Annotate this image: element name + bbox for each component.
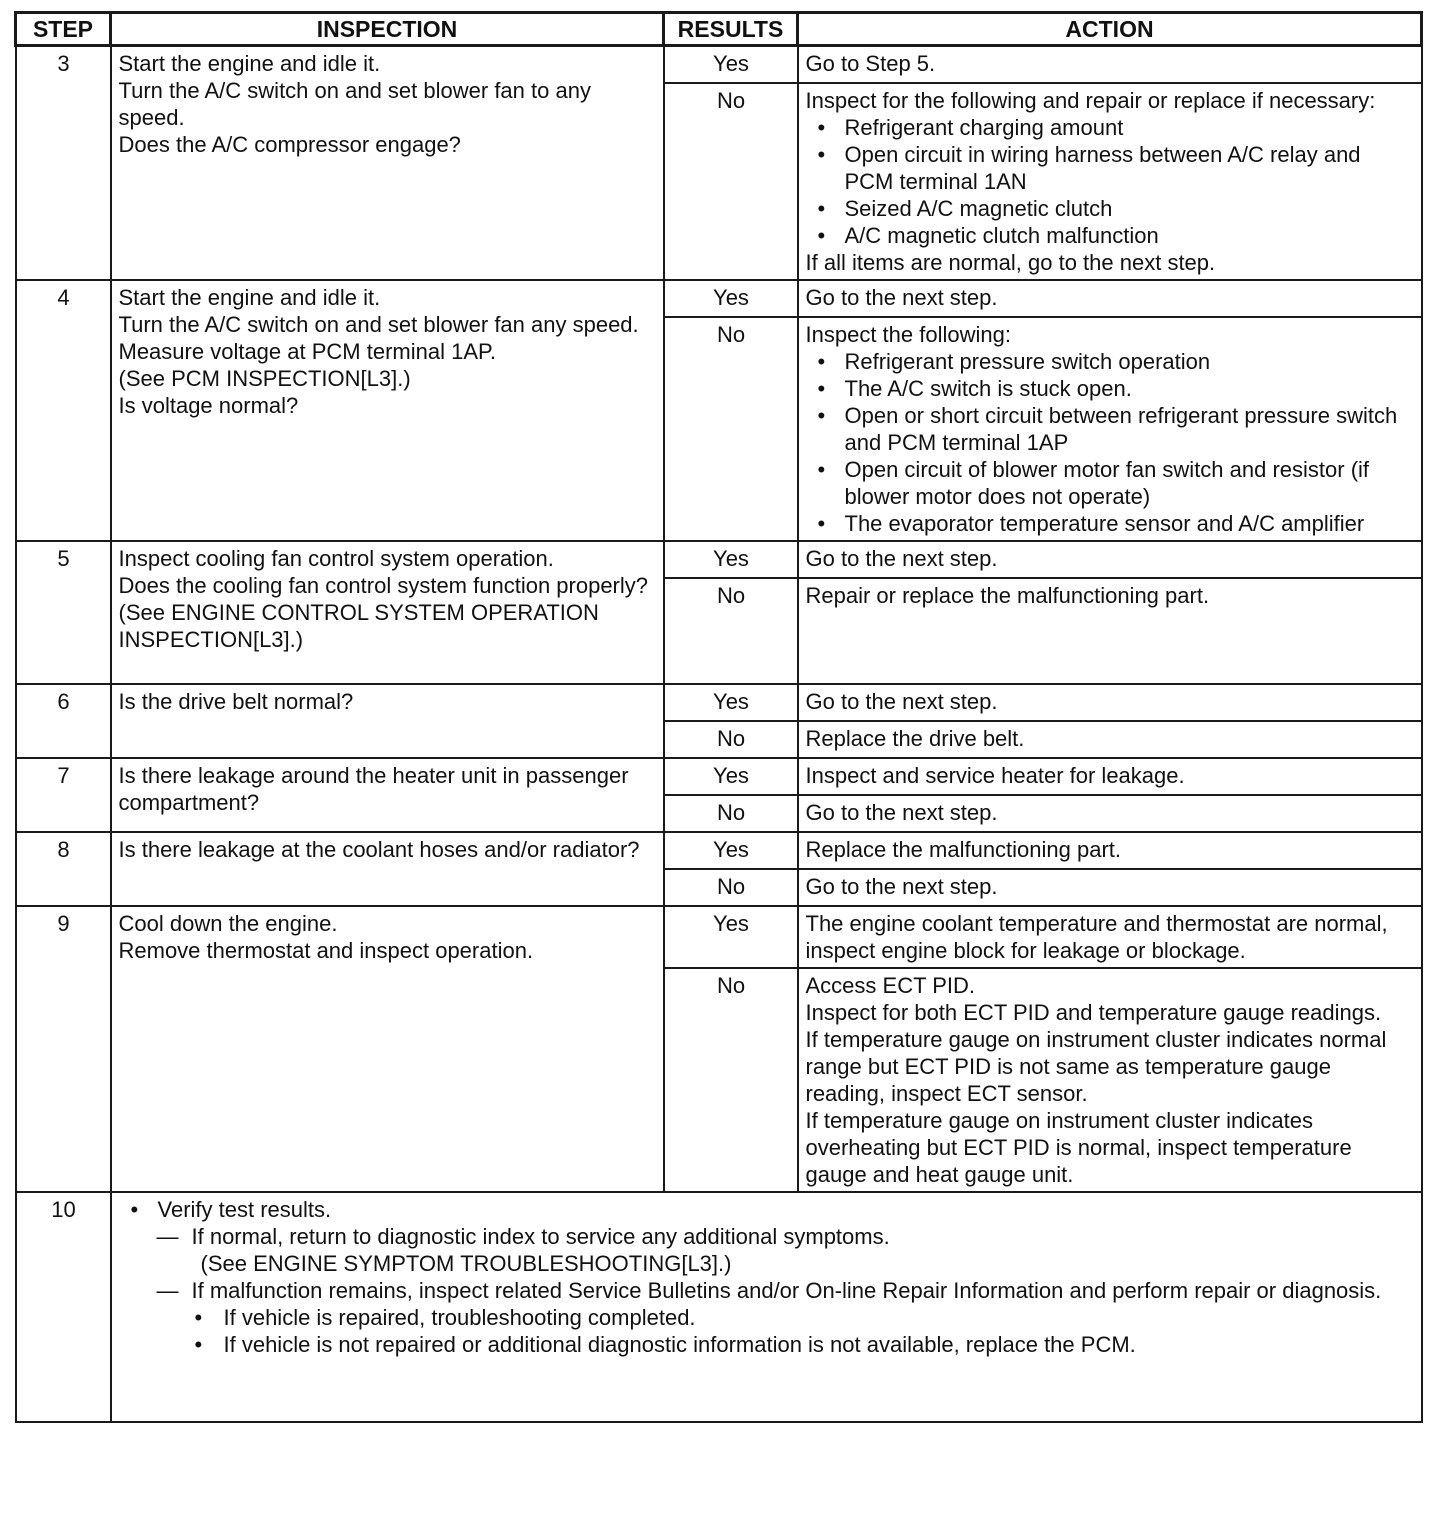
list-item: • Refrigerant pressure switch operation — [806, 348, 1415, 375]
normal-instruction: — If normal, return to diagnostic index to service any additional symptoms. — [119, 1223, 1415, 1250]
step-number: 3 — [16, 46, 111, 281]
normal-reference: (See ENGINE SYMPTOM TROUBLESHOOTING[L3].) — [200, 1251, 732, 1276]
inspection-line: Inspect cooling fan control system operation. — [118, 546, 554, 571]
step-7-inspection: Is there leakage around the heater unit in passenger compartment? — [111, 758, 664, 832]
header-step: STEP — [16, 13, 111, 46]
header-row — [16, 13, 1422, 46]
outcome-list — [119, 1304, 1415, 1358]
action-yes: Go to the next step. — [798, 684, 1422, 721]
inspection-line: Measure voltage at PCM terminal 1AP. — [118, 339, 496, 364]
action-yes: Go to the next step. — [798, 280, 1422, 317]
action-line: Inspect the following: — [805, 322, 1011, 347]
action-no: Repair or replace the malfunctioning part. — [798, 578, 1422, 684]
inspection-line: Remove thermostat and inspect operation. — [118, 938, 534, 963]
action-yes: The engine coolant temperature and thermostat are normal, inspect engine block for leakage or blockage. — [798, 906, 1422, 968]
malfunction-instruction: — If malfunction remains, inspect related Service Bulletins and/or On-line Repair Information and perform repair or diagnosis. — [119, 1277, 1415, 1304]
action-yes: Replace the malfunctioning part. — [798, 832, 1422, 869]
list-item: • The evaporator temperature sensor and A/C amplifier — [806, 510, 1415, 537]
step-3-yes-row — [16, 46, 1422, 84]
list-item: • Open circuit in wiring harness between A/C relay and PCM terminal 1AN — [806, 141, 1415, 195]
result-no: No — [664, 578, 798, 684]
action-yes: Go to Step 5. — [798, 46, 1422, 84]
action-no: Go to the next step. — [798, 869, 1422, 906]
action-line: If temperature gauge on instrument cluster indicates normal range but ECT PID is not same as temperature gauge reading, inspect ECT sensor. — [805, 1027, 1387, 1106]
action-line: Inspect for both ECT PID and temperature gauge readings. — [805, 1000, 1382, 1025]
step-number: 7 — [16, 758, 111, 832]
action-no: Go to the next step. — [798, 795, 1422, 832]
action-no: Replace the drive belt. — [798, 721, 1422, 758]
inspection-line: Cool down the engine. — [118, 911, 338, 936]
inspection-line: (See ENGINE CONTROL SYSTEM OPERATION INSPECTION[L3].) — [118, 600, 599, 652]
step-8-yes-row — [16, 832, 1422, 869]
action-yes: Inspect and service heater for leakage. — [798, 758, 1422, 795]
verify-list — [119, 1196, 1415, 1223]
header-action: ACTION — [798, 13, 1422, 46]
list-item: • Refrigerant charging amount — [806, 114, 1415, 141]
result-no: No — [664, 317, 798, 541]
inspection-line: Start the engine and idle it. — [118, 51, 381, 76]
list-item: • A/C magnetic clutch malfunction — [806, 222, 1415, 249]
step-number: 9 — [16, 906, 111, 1192]
action-line: If all items are normal, go to the next step. — [805, 250, 1216, 275]
action-no — [798, 968, 1422, 1192]
inspection-line: Does the A/C compressor engage? — [118, 132, 461, 157]
result-yes: Yes — [664, 832, 798, 869]
step-6-inspection: Is the drive belt normal? — [111, 684, 664, 758]
list-item: • Open circuit of blower motor fan switch and resistor (if blower motor does not operate) — [806, 456, 1415, 510]
inspection-line: Start the engine and idle it. — [118, 285, 381, 310]
step-9-inspection — [111, 906, 664, 1192]
result-yes: Yes — [664, 906, 798, 968]
action-no — [798, 317, 1422, 541]
list-item: • The A/C switch is stuck open. — [806, 375, 1415, 402]
inspection-line: Turn the A/C switch on and set blower fan any speed. — [118, 312, 639, 337]
step-8-inspection: Is there leakage at the coolant hoses and/or radiator? — [111, 832, 664, 906]
step-3-inspection — [111, 46, 664, 281]
result-yes: Yes — [664, 541, 798, 578]
list-item: • If vehicle is not repaired or additional diagnostic information is not available, replace the PCM. — [119, 1331, 1415, 1358]
step-7-yes-row — [16, 758, 1422, 795]
step-10-content — [111, 1192, 1422, 1422]
step-10-row — [16, 1192, 1422, 1422]
step-number: 10 — [16, 1192, 111, 1422]
header-results: RESULTS — [664, 13, 798, 46]
result-no: No — [664, 721, 798, 758]
step-number: 4 — [16, 280, 111, 541]
step-5-yes-row — [16, 541, 1422, 578]
result-no: No — [664, 968, 798, 1192]
list-item: • Verify test results. — [119, 1196, 1415, 1223]
list-item: • If vehicle is repaired, troubleshooting completed. — [119, 1304, 1415, 1331]
result-no: No — [664, 869, 798, 906]
inspection-line: Does the cooling fan control system function properly? — [118, 573, 649, 598]
action-line: Inspect for the following and repair or replace if necessary: — [805, 88, 1376, 113]
action-bullet-list — [806, 348, 1415, 537]
action-bullet-list — [806, 114, 1415, 249]
action-no — [798, 83, 1422, 280]
action-line: If temperature gauge on instrument cluster indicates overheating but ECT PID is normal, inspect temperature gauge and heat gauge unit. — [805, 1108, 1352, 1187]
result-yes: Yes — [664, 758, 798, 795]
step-4-yes-row — [16, 280, 1422, 317]
inspection-line: Turn the A/C switch on and set blower fan to any speed. — [118, 78, 591, 130]
step-5-inspection — [111, 541, 664, 684]
diagnostic-table — [14, 11, 1423, 1423]
inspection-line: (See PCM INSPECTION[L3].) — [118, 366, 411, 391]
step-number: 6 — [16, 684, 111, 758]
result-no: No — [664, 83, 798, 280]
result-yes: Yes — [664, 46, 798, 84]
step-number: 5 — [16, 541, 111, 684]
list-item: • Open or short circuit between refrigerant pressure switch and PCM terminal 1AP — [806, 402, 1415, 456]
step-9-yes-row — [16, 906, 1422, 968]
result-yes: Yes — [664, 280, 798, 317]
step-6-yes-row — [16, 684, 1422, 721]
list-item: • Seized A/C magnetic clutch — [806, 195, 1415, 222]
result-no: No — [664, 795, 798, 832]
inspection-line: Is voltage normal? — [118, 393, 299, 418]
action-line: Access ECT PID. — [805, 973, 976, 998]
step-number: 8 — [16, 832, 111, 906]
troubleshooting-document — [14, 11, 1423, 1423]
step-4-inspection — [111, 280, 664, 541]
result-yes: Yes — [664, 684, 798, 721]
action-yes: Go to the next step. — [798, 541, 1422, 578]
header-inspection: INSPECTION — [111, 13, 664, 46]
